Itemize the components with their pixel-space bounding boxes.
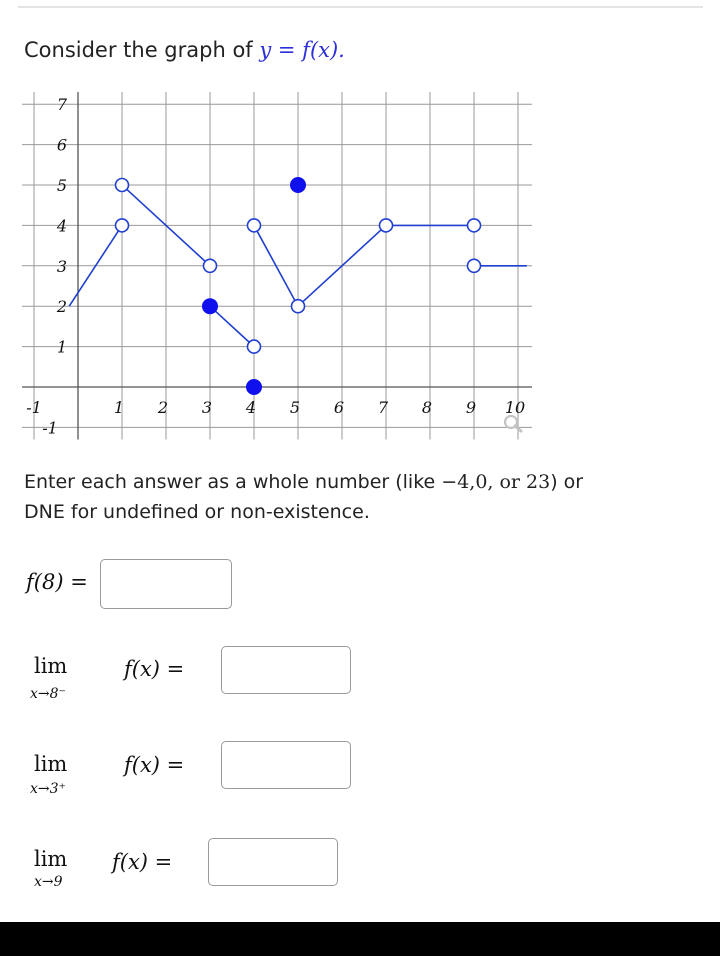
x-tick-label: 6: [333, 398, 345, 417]
open-point: [248, 219, 261, 232]
answer-input-3[interactable]: [222, 742, 350, 788]
prompt-formula: y = f(x).: [259, 38, 345, 62]
y-tick-label: 5: [56, 176, 68, 195]
y-tick-label: 2: [56, 297, 68, 317]
x-tick-label: 8: [421, 398, 433, 417]
magnifier-icon[interactable]: [505, 416, 521, 431]
lim-subscript-2: x→8⁻: [30, 686, 66, 702]
x-tick-label: 1: [113, 398, 125, 417]
instructions-text-b: ) or: [550, 471, 584, 493]
y-tick-label: -1: [42, 418, 58, 438]
open-point: [292, 300, 305, 313]
function-graph[interactable]: [0, 90, 540, 450]
prompt-text: Consider the graph of: [24, 38, 253, 62]
fx-label-2: f(x) =: [124, 657, 185, 681]
graph-segment: [210, 306, 254, 346]
y-tick-label: 1: [56, 337, 68, 357]
x-tick-label: -1: [26, 398, 42, 417]
instructions-text-line2: DNE for undefined or non-existence.: [24, 501, 370, 523]
open-point: [116, 219, 129, 232]
open-point: [468, 219, 481, 232]
x-tick-label: 3: [201, 398, 213, 417]
closed-point: [291, 178, 306, 193]
instructions-examples: −4,0, or 23: [441, 471, 551, 493]
x-tick-label: 9: [465, 398, 477, 417]
question-1-label: f(8) =: [26, 570, 88, 594]
x-tick-label: 2: [157, 398, 169, 417]
lim-label-3: lim: [34, 752, 68, 776]
fx-label-4: f(x) =: [112, 850, 173, 874]
answer-input-1[interactable]: [101, 560, 231, 608]
fx-label-3: f(x) =: [124, 753, 185, 777]
y-tick-label: 3: [56, 256, 68, 276]
x-tick-label: 4: [245, 398, 257, 417]
x-tick-label: 7: [377, 398, 389, 417]
y-tick-label: 7: [56, 95, 68, 115]
y-tick-label: 6: [56, 135, 68, 155]
open-point: [248, 340, 261, 353]
open-point: [380, 219, 393, 232]
closed-point: [247, 380, 262, 395]
answer-input-2[interactable]: [222, 647, 350, 693]
answer-input-4[interactable]: [209, 839, 337, 885]
answer-box-3[interactable]: [221, 741, 351, 789]
open-point: [204, 259, 217, 272]
closed-point: [203, 299, 218, 314]
open-point: [116, 179, 129, 192]
x-tick-label: 10: [504, 398, 526, 417]
lim-subscript-4: x→9: [34, 874, 63, 890]
x-tick-label: 5: [289, 398, 301, 417]
top-divider: [18, 6, 703, 8]
lim-subscript-3: x→3⁺: [30, 781, 66, 797]
lim-label-4: lim: [34, 847, 68, 871]
answer-box-1[interactable]: [100, 559, 232, 609]
problem-statement: [24, 38, 345, 62]
y-tick-label: 4: [56, 216, 68, 236]
lim-label-2: lim: [34, 654, 68, 678]
instructions-text-a: Enter each answer as a whole number (like: [24, 471, 442, 493]
open-point: [468, 259, 481, 272]
answer-box-4[interactable]: [208, 838, 338, 886]
instructions: [24, 467, 684, 527]
answer-box-2[interactable]: [221, 646, 351, 694]
bottom-black-bar: [0, 922, 720, 956]
